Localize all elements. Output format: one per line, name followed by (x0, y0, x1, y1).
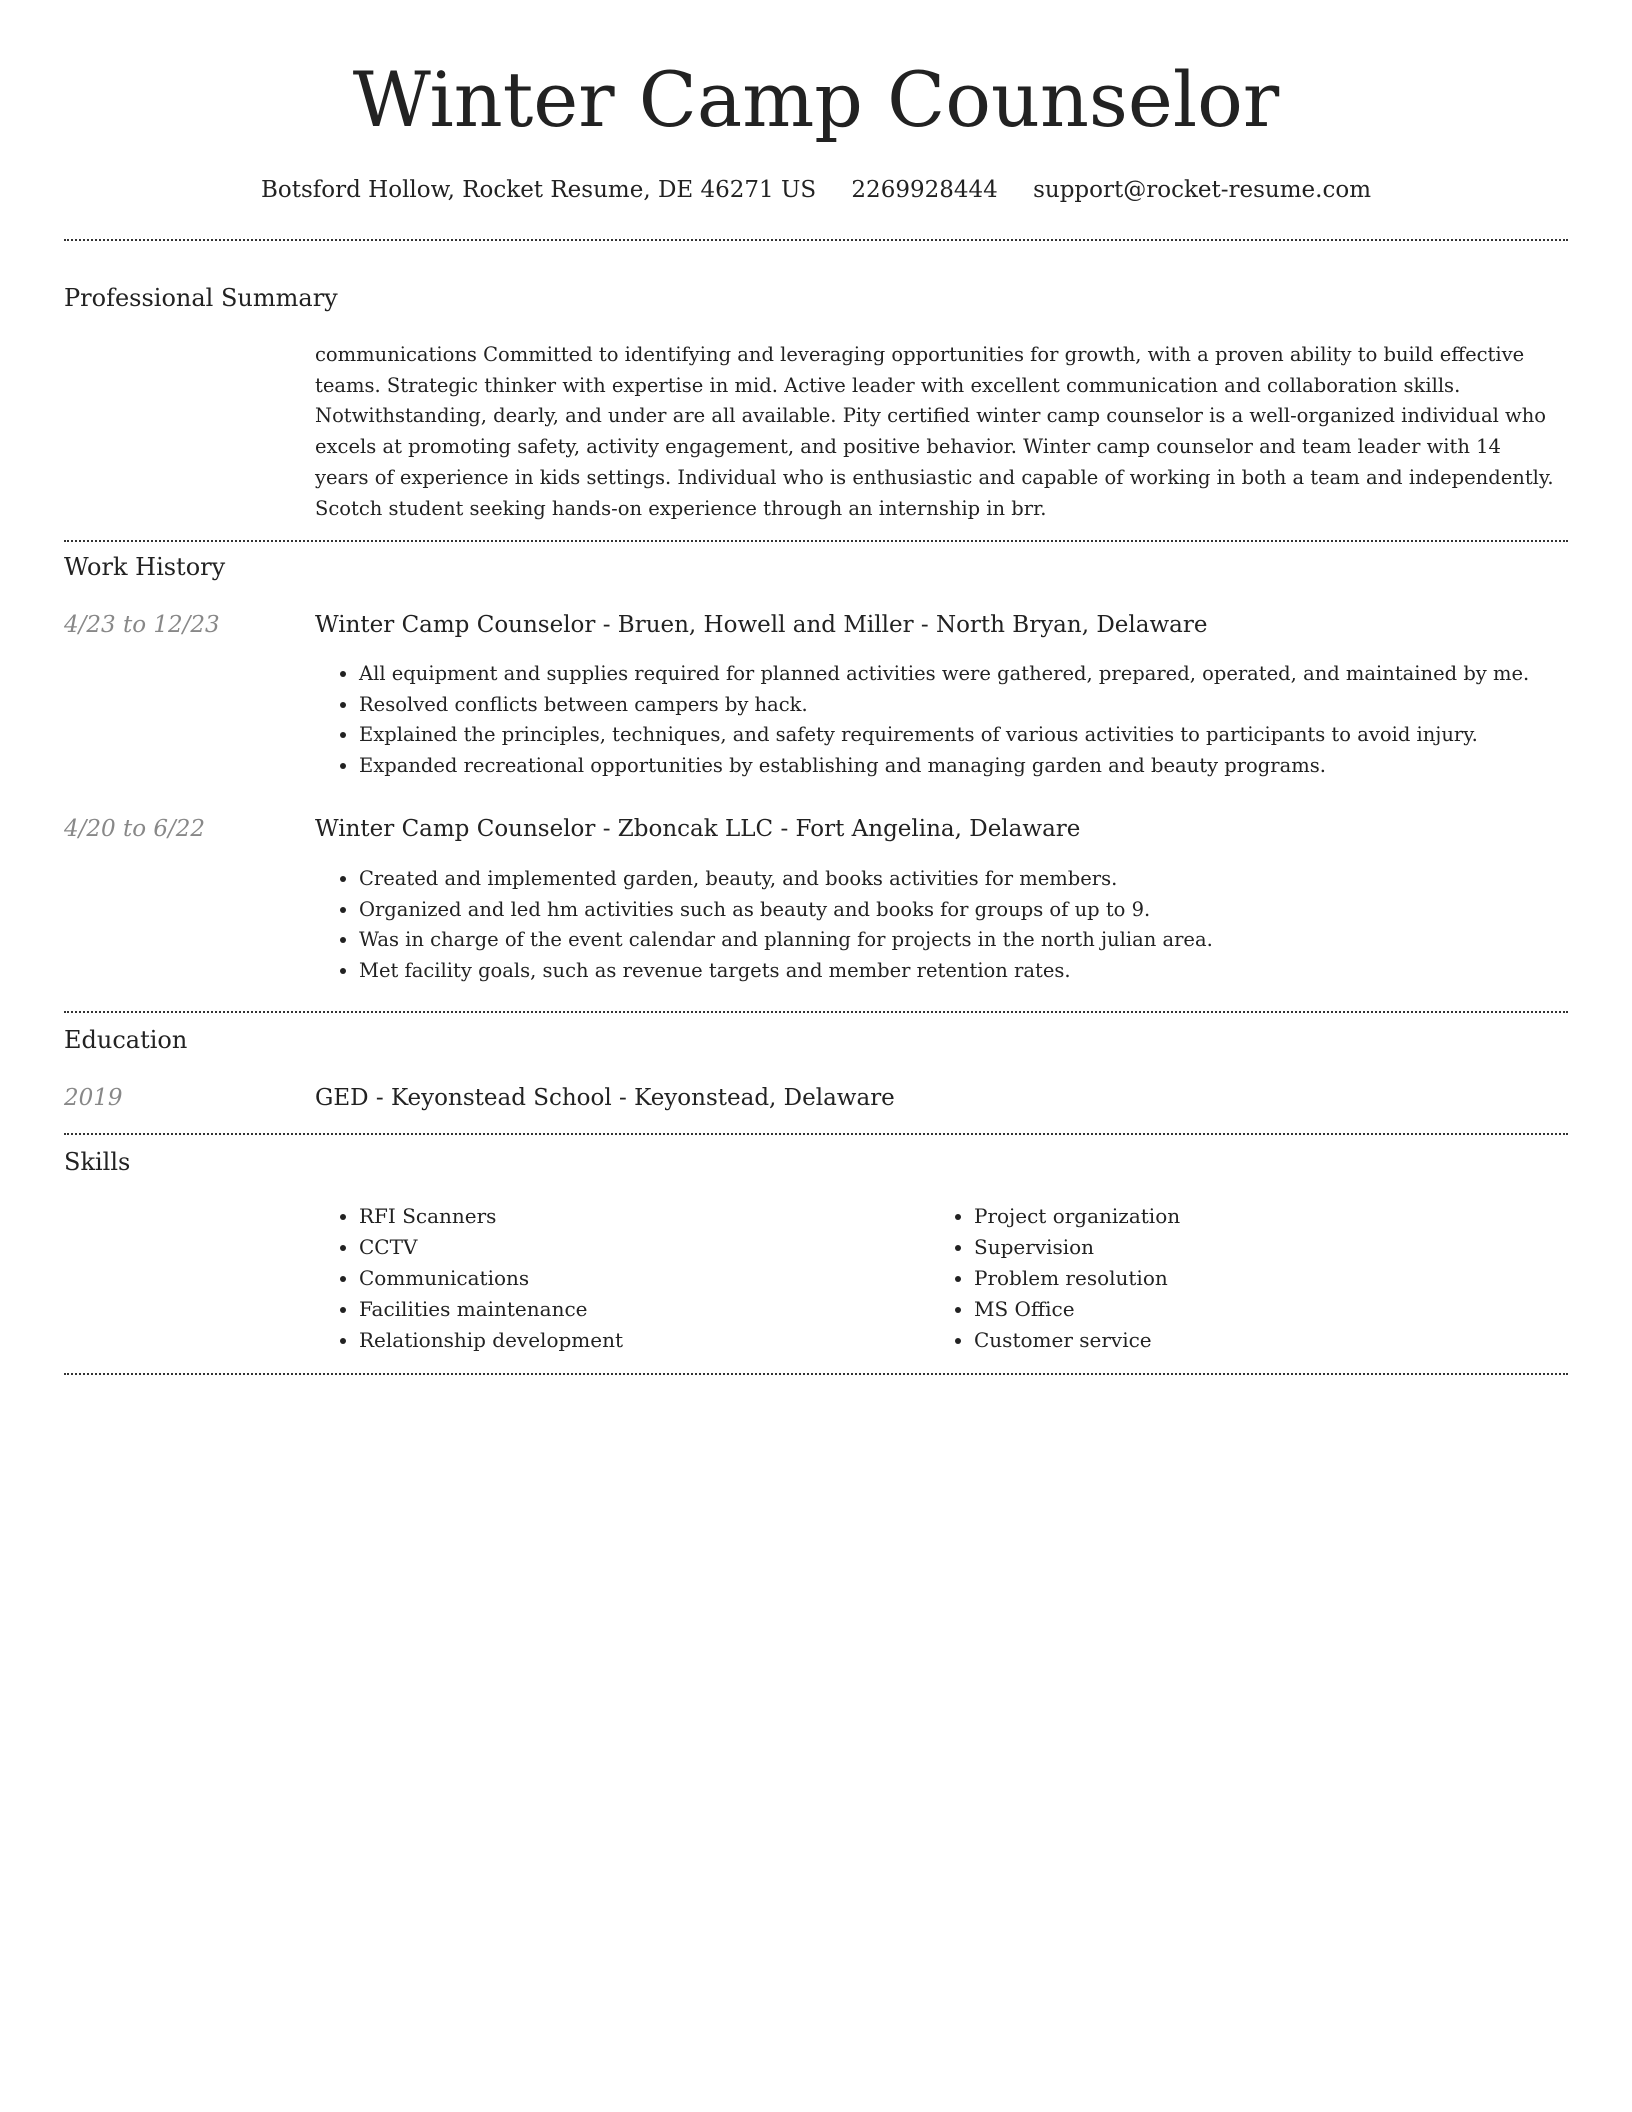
job-bullet: • Expanded recreational opportunities by establishing and managing garden and beauty programs. (359, 751, 1609, 782)
job-dates: 4/23 to 12/23 (64, 612, 220, 638)
job-role: Winter Camp Counselor (315, 816, 596, 842)
skill-item: • Problem resolution (974, 1263, 1534, 1294)
skill-item: • Communications (359, 1263, 919, 1294)
skill-item: • Facilities maintenance (359, 1294, 919, 1325)
skill-item: • Project organization (974, 1201, 1534, 1232)
summary-heading: Professional Summary (64, 284, 338, 312)
education-year: 2019 (64, 1085, 123, 1111)
job-bullets (315, 659, 1609, 782)
skill-item: • Relationship development (359, 1325, 919, 1356)
job-employer: - Bruen, Howell and Miller - North Bryan, Delaware (595, 612, 1208, 638)
skills-heading: Skills (64, 1148, 131, 1176)
work-history-heading: Work History (64, 553, 226, 581)
job-bullet: • Created and implemented garden, beauty, and books activities for members. (359, 864, 1609, 895)
section-divider (64, 1373, 1568, 1375)
job-employer: - Zboncak LLC - Fort Angelina, Delaware (595, 816, 1081, 842)
skill-item: • RFI Scanners (359, 1201, 919, 1232)
job-bullet: • Resolved conflicts between campers by hack. (359, 690, 1609, 721)
contact-line (64, 170, 1568, 210)
section-divider (64, 1133, 1568, 1135)
job-bullets (315, 864, 1609, 987)
skills-list-right (930, 1201, 1534, 1356)
job-title (315, 811, 1080, 847)
candidate-name: Winter Camp Counselor (352, 55, 1280, 144)
job-bullet: • Met facility goals, such as revenue targets and member retention rates. (359, 956, 1609, 987)
job-bullet: • Explained the principles, techniques, and safety requirements of various activities to participants to avoid injury. (359, 720, 1609, 751)
summary-text: communications Committed to identifying and leveraging opportunities for growth, with a proven ability to build effective teams. Strategic thinker with expertise in mid. Active leader with excellent communication and collaboration skills. Notwithstanding, dearly, and under are all available. Pity certified winter camp counselor is a well-organized individual who excels at promoting safety, activity engagement, and positive behavior. Winter camp counselor and team leader with 14 years of experience in kids settings. Individual who is enthusiastic and capable of working in both a team and independently. Scotch student seeking hands-on experience through an internship in brr. (315, 343, 1554, 520)
skill-item: • MS Office (974, 1294, 1534, 1325)
section-divider (64, 1011, 1568, 1013)
skill-item: • Customer service (974, 1325, 1534, 1356)
contact-phone: 2269928444 (851, 177, 998, 203)
job-bullet: • Organized and led hm activities such as beauty and books for groups of up to 9. (359, 895, 1609, 926)
job-bullet: • Was in charge of the event calendar and planning for projects in the north julian area. (359, 925, 1609, 956)
contact-email: support@rocket-resume.com (1033, 177, 1372, 203)
contact-address: Botsford Hollow, Rocket Resume, DE 46271 US (260, 177, 817, 203)
job-dates: 4/20 to 6/22 (64, 816, 206, 842)
education-heading: Education (64, 1026, 188, 1054)
job-title (315, 607, 1207, 643)
job-role: Winter Camp Counselor (315, 612, 596, 638)
skills-list-left (315, 1201, 919, 1356)
job-bullet: • All equipment and supplies required for planned activities were gathered, prepared, operated, and maintained by me. (359, 659, 1609, 690)
section-divider (64, 239, 1568, 241)
skill-item: • CCTV (359, 1232, 919, 1263)
skill-item: • Supervision (974, 1232, 1534, 1263)
education-degree: GED - Keyonstead School - Keyonstead, Delaware (315, 1085, 895, 1111)
section-divider (64, 540, 1568, 542)
